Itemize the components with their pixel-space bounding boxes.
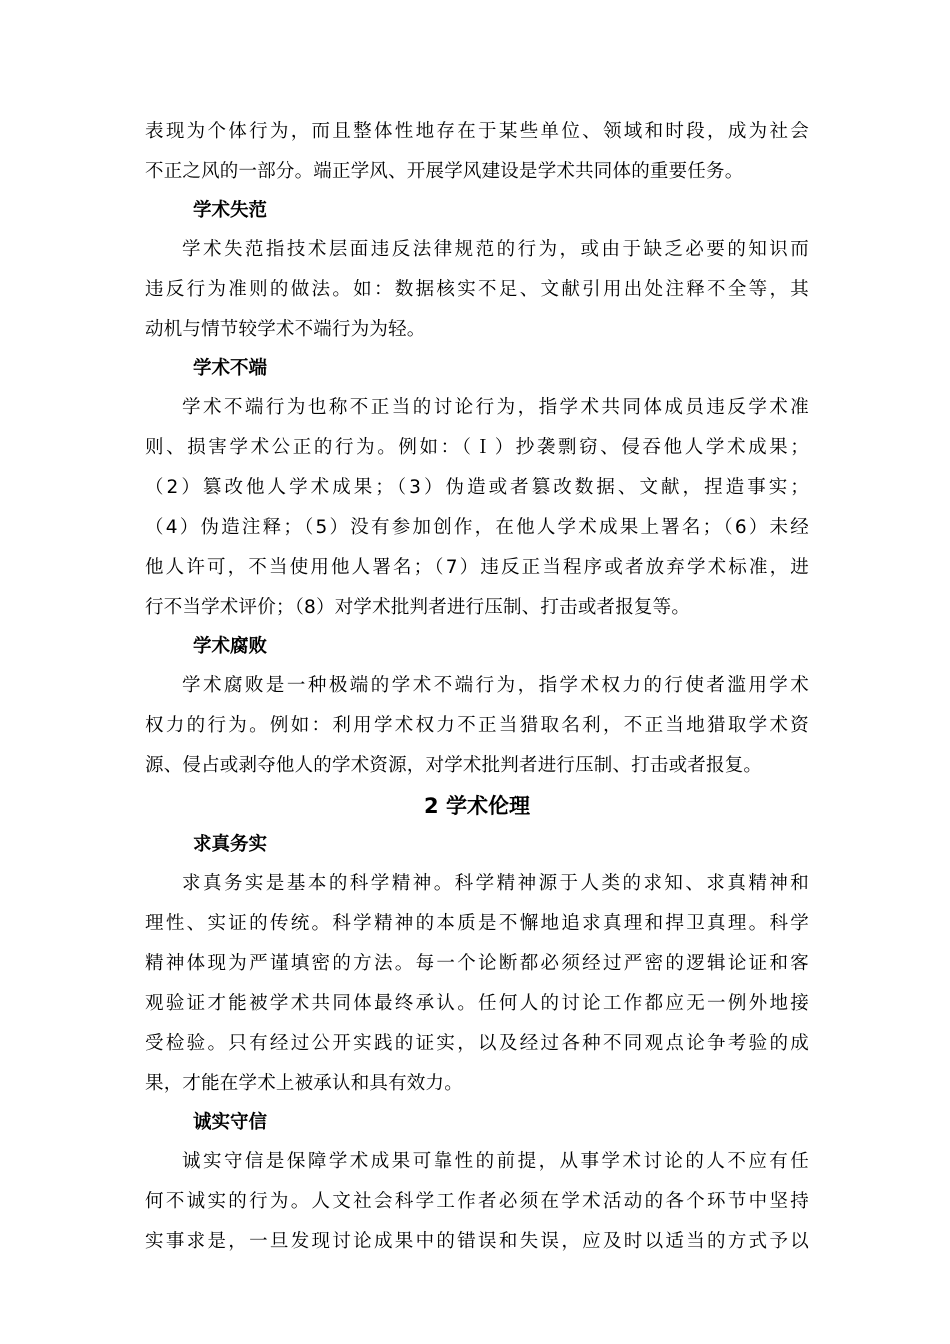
paragraph-academic-corruption xyxy=(145,666,809,786)
text-line: 违反行为准则的做法。如：数据核实不足、文献引用出处注释不全等，其 xyxy=(145,279,809,300)
text-line: 何不诚实的行为。人文社会科学工作者必须在学术活动的各个环节中坚持 xyxy=(145,1191,809,1212)
section-title: 2 学术伦理 xyxy=(424,794,530,818)
text-line: 观验证才能被学术共同体最终承认。任何人的讨论工作都应无一例外地接 xyxy=(145,993,809,1014)
intro-paragraph xyxy=(145,112,809,192)
subheading-academic-anomie: 学术失范 xyxy=(193,200,268,221)
text-line: （2）篡改他人学术成果；（3）伪造或者篡改数据、文献，捏造事实； xyxy=(145,477,809,498)
text-line: 动机与情节较学术不端行为为轻。 xyxy=(145,319,426,340)
text-line: 行不当学术评价；（8）对学术批判者进行压制、打击或者报复等。 xyxy=(145,597,691,618)
subheading-academic-corruption: 学术腐败 xyxy=(193,636,268,657)
paragraph-academic-misconduct xyxy=(145,388,809,628)
text-line: 不正之风的一部分。端正学风、开展学风建设是学术共同体的重要任务。 xyxy=(145,161,744,182)
text-line: 求真务实是基本的科学精神。科学精神源于人类的求知、求真精神和 xyxy=(182,873,809,894)
text-line: 源、侵占或剥夺他人的学术资源，对学术批判者进行压制、打击或者报复。 xyxy=(145,755,763,776)
text-line: （4）伪造注释；（5）没有参加创作，在他人学术成果上署名；（6）未经 xyxy=(145,517,809,538)
paragraph-academic-anomie xyxy=(145,230,809,350)
text-line: 理性、实证的传统。科学精神的本质是不懈地追求真理和捍卫真理。科学 xyxy=(145,913,809,934)
subheading-seek-truth: 求真务实 xyxy=(193,834,268,855)
text-line: 则、损害学术公正的行为。例如：（Ｉ）抄袭剽窃、侵吞他人学术成果； xyxy=(145,437,809,458)
document-page xyxy=(145,112,809,1262)
paragraph-seek-truth xyxy=(145,864,809,1104)
text-line: 学术不端行为也称不正当的讨论行为，指学术共同体成员违反学术准 xyxy=(182,397,809,418)
paragraph-honesty xyxy=(145,1142,809,1262)
text-line: 精神体现为严谨填密的方法。每一个论断都必须经过严密的逻辑论证和客 xyxy=(145,953,809,974)
text-line: 受检验。只有经过公开实践的证实，以及经过各种不同观点论争考验的成 xyxy=(145,1033,809,1054)
text-line: 他人许可，不当使用他人署名；（7）违反正当程序或者放弃学术标准，进 xyxy=(145,557,809,578)
subheading-honesty: 诚实守信 xyxy=(193,1112,268,1133)
text-line: 果，才能在学术上被承认和具有效力。 xyxy=(145,1073,463,1094)
text-line: 诚实守信是保障学术成果可靠性的前提，从事学术讨论的人不应有任 xyxy=(182,1151,809,1172)
text-line: 学术失范指技术层面违反法律规范的行为，或由于缺乏必要的知识而 xyxy=(182,239,809,260)
text-line: 学术腐败是一种极端的学术不端行为，指学术权力的行使者滥用学术 xyxy=(182,675,809,696)
text-line: 实事求是，一旦发现讨论成果中的错误和失误，应及时以适当的方式予以 xyxy=(145,1231,809,1252)
text-line: 表现为个体行为，而且整体性地存在于某些单位、领域和时段，成为社会 xyxy=(145,121,809,142)
subheading-academic-misconduct: 学术不端 xyxy=(193,358,268,379)
text-line: 权力的行为。例如：利用学术权力不正当猎取名利，不正当地猎取学术资 xyxy=(145,715,809,736)
